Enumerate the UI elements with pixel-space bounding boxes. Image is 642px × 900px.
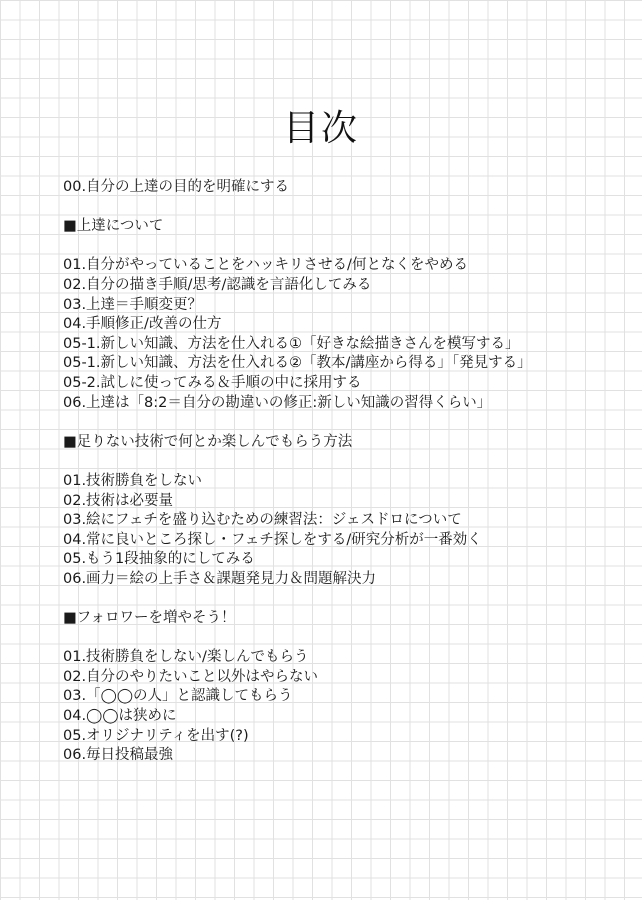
toc-line: 05-2.試しに使ってみる＆手順の中に採用する [63, 374, 362, 391]
toc-line: 04.◯◯は狭めに [63, 708, 177, 725]
toc-line: 03.「◯◯の人」と認識してもらう [63, 688, 293, 705]
toc-line: 04.手順修正/改善の仕方 [63, 316, 222, 333]
toc-line: 03.上達＝手順変更？ [63, 296, 203, 313]
toc-blank-line [63, 452, 633, 472]
toc-line: 02.自分のやりたいこと以外はやらない [63, 668, 319, 685]
section-heading: ■上達について [63, 218, 164, 235]
toc-line: 06.毎日投稿最強 [63, 747, 174, 764]
toc-line: 05.もう1段抽象的にしてみる [63, 551, 255, 568]
toc-line: 02.技術は必要量 [63, 492, 174, 509]
toc-blank-line [63, 629, 633, 649]
toc-blank-line [63, 237, 633, 257]
table-of-contents [63, 178, 633, 766]
toc-line: 00.自分の上達の目的を明確にする [63, 179, 290, 195]
toc-line: 05-1.新しい知識、方法を仕入れる②「教本/講座から得る」「発見する」 [63, 355, 532, 372]
toc-blank-line [63, 198, 633, 218]
toc-blank-line [63, 413, 633, 433]
section-heading: ■フォロワーを増やそう！ [63, 610, 236, 627]
toc-line: 02.自分の描き手順/思考/認識を言語化してみる [63, 276, 372, 293]
toc-line: 01.技術勝負をしない [63, 472, 203, 489]
toc-line: 01.自分がやっていることをハッキリさせる/何となくをやめる [63, 257, 468, 274]
toc-line: 01.技術勝負をしない/楽しんでもらう [63, 649, 309, 666]
toc-line: 05-1.新しい知識、方法を仕入れる①「好きな絵描きさんを模写する」 [63, 335, 520, 352]
toc-blank-line [63, 589, 633, 609]
toc-line: 04.常に良いところ探し・フェチ探しをする/研究分析が一番効く [63, 531, 482, 548]
section-heading: ■足りない技術で何とか楽しんでもらう方法 [63, 433, 353, 450]
toc-line: 03.絵にフェチを盛り込むための練習法：ジェスドロについて [63, 512, 462, 529]
toc-line: 06.上達は「8:2＝自分の勘違いの修正:新しい知識の習得くらい」 [63, 394, 492, 411]
toc-line: 05.オリジナリティを出す(?) [63, 727, 249, 744]
toc-line: 06.画力＝絵の上手さ＆課題発見力＆問題解決力 [63, 570, 377, 587]
page-title: 目次 [282, 108, 359, 149]
